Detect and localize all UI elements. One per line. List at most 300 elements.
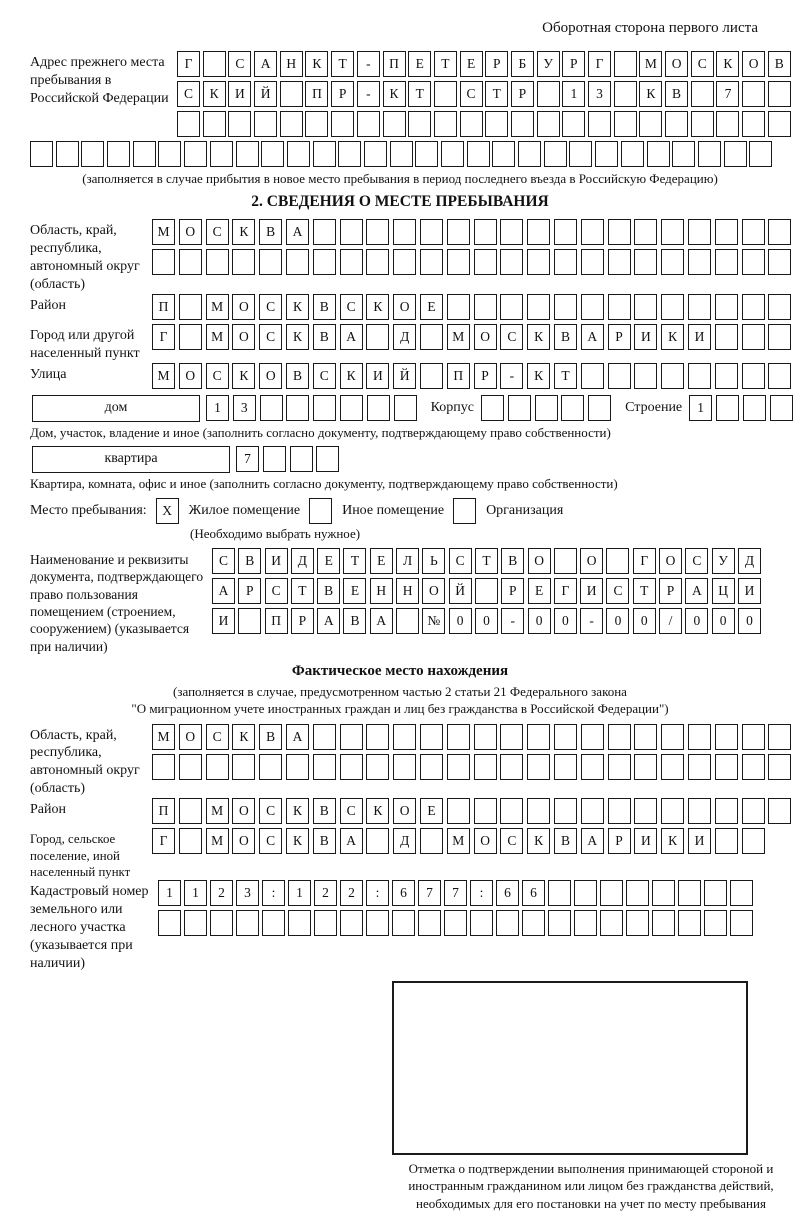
char-cell-filled: О [232, 324, 255, 350]
cadastre-label: Кадастровый номер земельного или лесного участка (указывается при наличии) [30, 884, 149, 971]
char-cell-empty [661, 798, 684, 824]
char-cell-filled: М [206, 828, 229, 854]
char-cell-filled: 7 [716, 81, 739, 107]
char-cell-filled: С [212, 548, 235, 574]
char-cell-empty [554, 548, 577, 574]
char-cell-filled: И [634, 324, 657, 350]
char-cell-filled: А [340, 324, 363, 350]
char-cell-filled: : [262, 880, 285, 906]
char-cell-filled: С [228, 51, 251, 77]
char-cell-filled: Е [460, 51, 483, 77]
char-cell-empty [420, 219, 443, 245]
fact-region-row-1 [152, 724, 791, 750]
char-cell-filled: М [206, 294, 229, 320]
char-cell-filled: Ь [422, 548, 445, 574]
char-cell-filled: М [152, 363, 175, 389]
char-cell-empty [661, 249, 684, 275]
document-row-1 [212, 548, 761, 574]
char-cell-empty [392, 910, 415, 936]
document-row-2 [212, 578, 761, 604]
char-cell-filled: Р [485, 51, 508, 77]
char-cell-empty [768, 363, 791, 389]
confirmation-mark-area [390, 981, 792, 1212]
char-cell-empty [527, 249, 550, 275]
char-cell-empty [261, 141, 284, 167]
char-cell-filled: К [366, 798, 389, 824]
char-cell-empty [527, 724, 550, 750]
char-cell-filled: И [688, 324, 711, 350]
char-cell-empty [639, 111, 662, 137]
char-cell-empty [742, 724, 765, 750]
char-cell-filled: К [286, 324, 309, 350]
option-residential-label: Жилое помещение [188, 503, 301, 519]
char-cell-empty [485, 111, 508, 137]
char-cell-empty [600, 910, 623, 936]
char-cell-empty [768, 81, 791, 107]
street-label: Улица [30, 366, 67, 382]
char-cell-empty [634, 249, 657, 275]
char-cell-filled: 3 [233, 395, 256, 421]
char-cell-filled: А [581, 324, 604, 350]
char-cell-empty [554, 724, 577, 750]
char-cell-empty [366, 219, 389, 245]
char-cell-empty [715, 249, 738, 275]
char-cell-filled: С [460, 81, 483, 107]
char-cell-filled: И [265, 548, 288, 574]
char-cell-filled: В [238, 548, 261, 574]
char-cell-filled: 6 [522, 880, 545, 906]
char-cell-filled: Р [291, 608, 314, 634]
prev-address-label: Адрес прежнего места пребывания в Российской Федерации [30, 55, 169, 106]
char-cell-empty [366, 249, 389, 275]
fact-district-label: Район [30, 802, 66, 818]
char-cell-empty [500, 249, 523, 275]
char-cell-empty [561, 395, 584, 421]
char-cell-filled: О [659, 548, 682, 574]
char-cell-empty [158, 910, 181, 936]
char-cell-filled: К [527, 828, 550, 854]
char-cell-empty [474, 219, 497, 245]
char-cell-empty [715, 294, 738, 320]
char-cell-empty [768, 724, 791, 750]
char-cell-empty [393, 249, 416, 275]
char-cell-filled: К [716, 51, 739, 77]
char-cell-filled: А [685, 578, 708, 604]
char-cell-filled: Р [501, 578, 524, 604]
fact-title: Фактическое место нахождения [291, 662, 509, 679]
char-cell-filled: 6 [496, 880, 519, 906]
char-cell-filled: К [232, 219, 255, 245]
char-cell-empty [665, 111, 688, 137]
char-cell-empty [768, 754, 791, 780]
char-cell-empty [313, 249, 336, 275]
char-cell-filled: 3 [588, 81, 611, 107]
char-cell-filled: 1 [206, 395, 229, 421]
char-cell-empty [562, 111, 585, 137]
char-cell-filled: В [313, 294, 336, 320]
char-cell-filled: Р [331, 81, 354, 107]
char-cell-empty [574, 880, 597, 906]
char-cell-filled: Г [177, 51, 200, 77]
document-label: Наименование и реквизиты документа, подтверждающего право пользования помещением (строением, сооружением) (указывается при наличии) [30, 552, 204, 654]
char-cell-filled: 6 [392, 880, 415, 906]
char-cell-filled: О [665, 51, 688, 77]
char-cell-empty [554, 249, 577, 275]
char-cell-filled: Р [474, 363, 497, 389]
confirmation-mark-box [392, 981, 748, 1155]
char-cell-empty [527, 294, 550, 320]
char-cell-filled: В [317, 578, 340, 604]
char-cell-filled: Р [511, 81, 534, 107]
char-cell-filled: Д [738, 548, 761, 574]
prev-address-row-1 [177, 51, 791, 77]
char-cell-empty [340, 754, 363, 780]
char-cell-empty [527, 219, 550, 245]
char-cell-empty [600, 880, 623, 906]
char-cell-filled: Т [475, 548, 498, 574]
district-label: Район [30, 297, 66, 313]
char-cell-filled: П [447, 363, 470, 389]
char-cell-empty [340, 395, 363, 421]
char-cell-empty [366, 324, 389, 350]
char-cell-empty [716, 111, 739, 137]
char-cell-empty [133, 141, 156, 167]
char-cell-empty [179, 754, 202, 780]
char-cell-filled: К [527, 363, 550, 389]
char-cell-empty [313, 395, 336, 421]
char-cell-filled: П [152, 294, 175, 320]
char-cell-empty [496, 910, 519, 936]
char-cell-empty [475, 578, 498, 604]
district-row [152, 294, 791, 320]
char-cell-empty [724, 141, 747, 167]
char-cell-filled: В [313, 828, 336, 854]
char-cell-filled: Р [562, 51, 585, 77]
char-cell-empty [574, 910, 597, 936]
char-cell-filled: У [712, 548, 735, 574]
char-cell-filled: С [500, 324, 523, 350]
char-cell-filled: Г [152, 828, 175, 854]
char-cell-filled: К [661, 828, 684, 854]
fact-caption-2: "О миграционном учете иностранных граждан и лиц без гражданства в Российской Федерации") [131, 700, 669, 716]
char-cell-empty [608, 798, 631, 824]
char-cell-empty [588, 395, 611, 421]
char-cell-empty [581, 754, 604, 780]
char-cell-filled: Д [291, 548, 314, 574]
char-cell-empty [30, 141, 53, 167]
char-cell-filled: О [232, 828, 255, 854]
char-cell-filled: Г [633, 548, 656, 574]
checkbox-other-premises [309, 498, 332, 524]
char-cell-filled: Д [393, 828, 416, 854]
region-row-2 [152, 249, 791, 275]
char-cell-empty [742, 111, 765, 137]
char-cell-empty [179, 798, 202, 824]
char-cell-filled: В [501, 548, 524, 574]
char-cell-empty [581, 798, 604, 824]
char-cell-filled: С [313, 363, 336, 389]
char-cell-filled: И [580, 578, 603, 604]
char-cell-filled: Т [485, 81, 508, 107]
char-cell-empty [262, 910, 285, 936]
char-cell-empty [474, 754, 497, 780]
char-cell-empty [595, 141, 618, 167]
char-cell-empty [474, 724, 497, 750]
char-cell-filled: А [286, 219, 309, 245]
char-cell-empty [698, 141, 721, 167]
char-cell-empty [238, 608, 261, 634]
char-cell-filled: Т [434, 51, 457, 77]
char-cell-empty [742, 798, 765, 824]
char-cell-empty [447, 219, 470, 245]
char-cell-empty [688, 754, 711, 780]
char-cell-empty [652, 880, 675, 906]
char-cell-empty [179, 828, 202, 854]
fact-region-label: Область, край, республика, автономный округ (область) [30, 727, 140, 797]
char-cell-filled: С [259, 324, 282, 350]
char-cell-empty [768, 324, 791, 350]
char-cell-empty [254, 111, 277, 137]
char-cell-filled: П [383, 51, 406, 77]
char-cell-empty [770, 395, 793, 421]
char-cell-empty [184, 910, 207, 936]
char-cell-filled: О [179, 363, 202, 389]
char-cell-filled: Е [420, 798, 443, 824]
char-cell-empty [152, 754, 175, 780]
char-cell-filled: В [343, 608, 366, 634]
char-cell-filled: 0 [528, 608, 551, 634]
checkbox-organization [453, 498, 476, 524]
house-caption: Дом, участок, владение и иное (заполнить согласно документу, подтверждающему право собственности) [30, 424, 611, 440]
char-cell-empty [715, 219, 738, 245]
char-cell-empty [396, 608, 419, 634]
char-cell-empty [313, 724, 336, 750]
char-cell-filled: 0 [712, 608, 735, 634]
char-cell-empty [367, 395, 390, 421]
char-cell-empty [614, 81, 637, 107]
char-cell-empty [715, 828, 738, 854]
char-cell-filled: 0 [475, 608, 498, 634]
char-cell-empty [447, 754, 470, 780]
char-cell-empty [715, 363, 738, 389]
char-cell-empty [441, 141, 464, 167]
char-cell-filled: П [265, 608, 288, 634]
char-cell-empty [179, 249, 202, 275]
char-cell-empty [537, 111, 560, 137]
char-cell-empty [688, 294, 711, 320]
char-cell-empty [474, 294, 497, 320]
char-cell-empty [742, 249, 765, 275]
char-cell-filled: О [393, 798, 416, 824]
char-cell-empty [415, 141, 438, 167]
char-cell-filled: Б [511, 51, 534, 77]
char-cell-empty [606, 548, 629, 574]
char-cell-empty [447, 798, 470, 824]
char-cell-empty [184, 141, 207, 167]
prev-address-caption: (заполняется в случае прибытия в новое место пребывания в период последнего въезда в Российскую Федерацию) [82, 171, 718, 186]
char-cell-filled: Е [528, 578, 551, 604]
char-cell-filled: С [206, 363, 229, 389]
char-cell-empty [742, 363, 765, 389]
char-cell-filled: 2 [340, 880, 363, 906]
char-cell-filled: П [152, 798, 175, 824]
char-cell-empty [688, 724, 711, 750]
char-cell-empty [340, 910, 363, 936]
char-cell-empty [394, 395, 417, 421]
char-cell-empty [393, 754, 416, 780]
char-cell-empty [554, 294, 577, 320]
char-cell-empty [569, 141, 592, 167]
char-cell-filled: И [634, 828, 657, 854]
char-cell-empty [290, 446, 313, 472]
char-cell-filled: О [474, 828, 497, 854]
char-cell-filled: Е [317, 548, 340, 574]
char-cell-filled: Д [393, 324, 416, 350]
char-cell-empty [447, 294, 470, 320]
char-cell-empty [158, 141, 181, 167]
char-cell-empty [768, 798, 791, 824]
char-cell-empty [715, 754, 738, 780]
char-cell-empty [364, 141, 387, 167]
char-cell-filled: И [688, 828, 711, 854]
char-cell-empty [704, 880, 727, 906]
char-cell-empty [508, 395, 531, 421]
char-cell-filled: В [286, 363, 309, 389]
char-cell-empty [672, 141, 695, 167]
char-cell-filled: Г [152, 324, 175, 350]
stroenie-label: Строение [625, 400, 683, 416]
city-label: Город или другой населенный пункт [30, 327, 140, 361]
char-cell-filled: М [447, 828, 470, 854]
char-cell-empty [634, 754, 657, 780]
street-row [152, 363, 791, 389]
char-cell-filled: 7 [444, 880, 467, 906]
prev-address-row-4 [30, 141, 800, 167]
char-cell-empty [420, 724, 443, 750]
char-cell-empty [548, 910, 571, 936]
char-cell-filled: О [393, 294, 416, 320]
char-cell-empty [260, 395, 283, 421]
char-cell-filled: / [659, 608, 682, 634]
char-cell-filled: Р [238, 578, 261, 604]
char-cell-empty [608, 294, 631, 320]
char-cell-empty [500, 798, 523, 824]
char-cell-filled: Л [396, 548, 419, 574]
char-cell-filled: 3 [236, 880, 259, 906]
char-cell-empty [470, 910, 493, 936]
page-header-note: Оборотная сторона первого листа [542, 20, 758, 36]
char-cell-empty [206, 249, 229, 275]
char-cell-empty [743, 395, 766, 421]
char-cell-filled: Р [608, 828, 631, 854]
char-cell-empty [232, 249, 255, 275]
char-cell-empty [742, 324, 765, 350]
cadastre-row-1 [158, 880, 753, 906]
char-cell-filled: К [286, 828, 309, 854]
char-cell-filled: К [639, 81, 662, 107]
char-cell-filled: 1 [184, 880, 207, 906]
char-cell-empty [500, 219, 523, 245]
char-cell-empty [210, 910, 233, 936]
char-cell-filled: В [259, 219, 282, 245]
char-cell-empty [338, 141, 361, 167]
char-cell-filled: С [685, 548, 708, 574]
char-cell-empty [280, 111, 303, 137]
apartment-cells [236, 446, 339, 472]
char-cell-filled: С [206, 219, 229, 245]
char-cell-empty [420, 249, 443, 275]
char-cell-empty [287, 141, 310, 167]
char-cell-filled: 1 [158, 880, 181, 906]
char-cell-empty [340, 724, 363, 750]
char-cell-filled: - [580, 608, 603, 634]
char-cell-empty [548, 880, 571, 906]
char-cell-empty [661, 294, 684, 320]
char-cell-filled: Т [343, 548, 366, 574]
char-cell-filled: С [500, 828, 523, 854]
char-cell-empty [730, 910, 753, 936]
char-cell-empty [614, 111, 637, 137]
char-cell-empty [715, 324, 738, 350]
char-cell-filled: Т [408, 81, 431, 107]
char-cell-empty [56, 141, 79, 167]
char-cell-empty [704, 910, 727, 936]
char-cell-empty [447, 249, 470, 275]
char-cell-filled: К [527, 324, 550, 350]
char-cell-filled: Г [588, 51, 611, 77]
char-cell-filled: - [357, 51, 380, 77]
checkbox-residential: X [156, 498, 179, 524]
char-cell-empty [537, 81, 560, 107]
char-cell-empty [492, 141, 515, 167]
char-cell-filled: К [305, 51, 328, 77]
char-cell-empty [554, 798, 577, 824]
char-cell-filled: : [470, 880, 493, 906]
char-cell-filled: М [206, 324, 229, 350]
char-cell-empty [393, 219, 416, 245]
char-cell-empty [81, 141, 104, 167]
char-cell-empty [259, 249, 282, 275]
char-cell-empty [634, 363, 657, 389]
document-row-3 [212, 608, 761, 634]
char-cell-empty [366, 724, 389, 750]
char-cell-empty [467, 141, 490, 167]
char-cell-empty [634, 724, 657, 750]
char-cell-empty [420, 363, 443, 389]
char-cell-empty [634, 798, 657, 824]
char-cell-filled: В [259, 724, 282, 750]
char-cell-filled: О [422, 578, 445, 604]
char-cell-empty [554, 754, 577, 780]
char-cell-filled: Т [633, 578, 656, 604]
char-cell-filled: И [228, 81, 251, 107]
char-cell-filled: Н [370, 578, 393, 604]
char-cell-empty [408, 111, 431, 137]
char-cell-empty [340, 249, 363, 275]
char-cell-empty [608, 363, 631, 389]
char-cell-filled: К [232, 363, 255, 389]
char-cell-filled: № [422, 608, 445, 634]
char-cell-empty [203, 111, 226, 137]
char-cell-filled: В [554, 324, 577, 350]
char-cell-filled: Й [393, 363, 416, 389]
char-cell-empty [626, 910, 649, 936]
char-cell-empty [305, 111, 328, 137]
char-cell-filled: С [206, 724, 229, 750]
char-cell-empty [661, 724, 684, 750]
char-cell-filled: 7 [418, 880, 441, 906]
char-cell-empty [313, 219, 336, 245]
